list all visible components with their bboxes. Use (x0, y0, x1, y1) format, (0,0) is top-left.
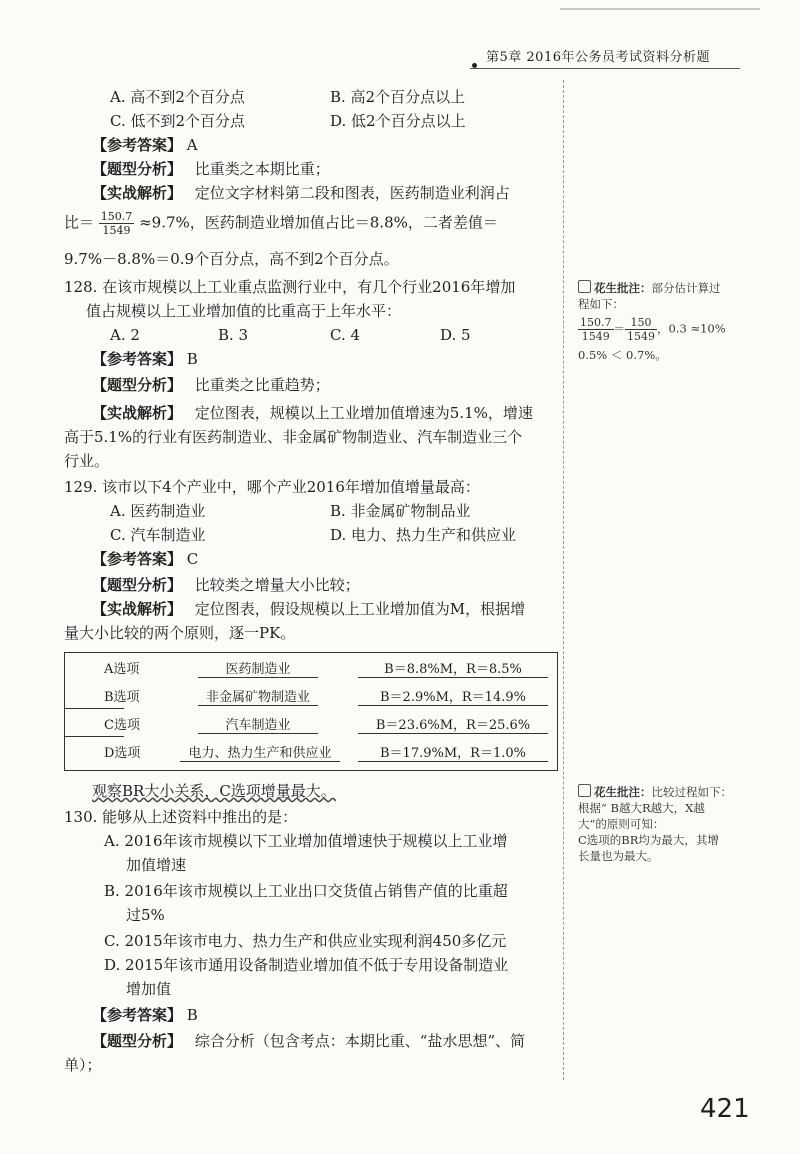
answer-row (92, 348, 198, 370)
table-row-rule (64, 736, 124, 737)
scan-top-edge (560, 8, 760, 10)
table-row-values: B＝2.9%M，R＝14.9% (358, 686, 548, 706)
note-line-4: C选项的BR均为最大，其增 (578, 833, 719, 847)
analysis-row (92, 1030, 525, 1052)
conclusion-text: 观察BR大小关系，C选项增量最大。 (92, 782, 336, 800)
note-line-3: 大”的原则可知： (578, 817, 665, 831)
note-line-4: 0.5% ＜ 0.7%。 (578, 348, 667, 362)
fraction-numerator: 150 (625, 316, 657, 330)
table-conclusion (92, 780, 336, 802)
option-b: B. 非金属矿物制品业 (330, 502, 471, 520)
table-row-label: D选项 (104, 746, 141, 761)
solution-line-3: 9.7%－8.8%＝0.9个百分点，高不到2个百分点。 (64, 250, 399, 268)
analysis-text: 综合分析（包含考点：本期比重、“盐水思想”、简 (194, 1032, 526, 1050)
option-c: C. 4 (330, 326, 361, 344)
note-text: 比较过程如下： (651, 785, 732, 799)
table-row-values: B＝23.6%M，R＝25.6% (358, 714, 548, 734)
option-a: A. 医药制造业 (110, 502, 206, 520)
answer-value: B (186, 1006, 198, 1024)
solution-label: 【实战解析】 (92, 600, 183, 618)
header-rule (470, 68, 740, 69)
option-c: C. 汽车制造业 (110, 526, 206, 544)
formula-suffix: ≈9.7%，医药制造业增加值占比＝8.8%，二者差值＝ (139, 213, 498, 232)
formula-tail: ，0.3 ≈10% (657, 321, 726, 336)
option-b: B. 高2个百分点以上 (330, 88, 466, 106)
question-129-line1: 129. 该市以下4个产业中，哪个产业2016年增加值增量最高： (64, 478, 480, 496)
option-a: A. 高不到2个百分点 (110, 88, 245, 106)
pencil-icon (578, 280, 591, 293)
answer-row (92, 134, 198, 156)
note-line-2: 根据“ B越大R越大，X越 (578, 801, 705, 815)
note-formula (578, 316, 726, 343)
formula-prefix: 比＝ (64, 213, 95, 232)
option-a: A. 2 (110, 326, 140, 344)
table-row-industry: 汽车制造业 (198, 714, 318, 734)
table-row-label: C选项 (104, 718, 140, 733)
solution-formula-row (64, 210, 498, 237)
fraction (625, 316, 657, 343)
option-a-line1: A. 2016年该市规模以下工业增加值增速快于规模以上工业增 (104, 832, 508, 850)
analysis-line-2: 单）； (64, 1056, 102, 1074)
fraction (578, 316, 614, 343)
table-row-rule (64, 708, 124, 709)
option-b-line1: B. 2016年该市规模以上工业出口交货值占销售产值的比重超 (104, 882, 508, 900)
note-text: 部分估计算过 (651, 281, 721, 295)
solution-row (92, 598, 525, 620)
pencil-icon (578, 784, 591, 797)
solution-text: 定位图表，假设规模以上工业增加值为M，根据增 (194, 600, 526, 618)
solution-row (92, 402, 533, 424)
answer-label: 【参考答案】 (92, 1006, 183, 1024)
note-label: 花生批注： (594, 785, 652, 799)
table-row-label: A选项 (104, 662, 140, 677)
solution-label: 【实战解析】 (92, 404, 183, 422)
table-row-industry: 非金属矿物制造业 (198, 686, 318, 706)
solution-text: 定位文字材料第二段和图表，医药制造业利润占 (194, 184, 510, 202)
page-number: 421 (700, 1094, 750, 1124)
answer-label: 【参考答案】 (92, 136, 183, 154)
table-row-industry: 电力、热力生产和供应业 (180, 742, 340, 762)
answer-label: 【参考答案】 (92, 350, 183, 368)
table-right-rule (557, 652, 558, 771)
fraction-numerator: 150.7 (580, 316, 612, 329)
solution-row (92, 182, 510, 204)
fraction (99, 210, 135, 237)
answer-value: A (186, 136, 198, 154)
margin-note (578, 784, 732, 864)
analysis-row (92, 374, 330, 396)
analysis-label: 【题型分析】 (92, 1032, 183, 1050)
answer-row (92, 548, 198, 570)
solution-line-2: 量大小比较的两个原则，逐一PK。 (64, 624, 296, 642)
solution-line-2: 高于5.1%的行业有医药制造业、非金属矿物制造业、汽车制造业三个 (64, 428, 523, 446)
fraction-denominator: 1549 (102, 224, 131, 237)
fraction-numerator: 150.7 (100, 210, 133, 223)
answer-row (92, 1004, 198, 1026)
answer-label: 【参考答案】 (92, 550, 183, 568)
table-top-rule (64, 652, 558, 653)
note-line-1 (578, 784, 732, 800)
analysis-label: 【题型分析】 (92, 160, 183, 178)
analysis-label: 【题型分析】 (92, 376, 183, 394)
answer-value: C (186, 550, 199, 568)
analysis-text: 比较类之增量大小比较； (194, 576, 360, 594)
analysis-label: 【题型分析】 (92, 576, 183, 594)
option-d: D. 电力、热力生产和供应业 (330, 526, 517, 544)
note-line-1 (578, 280, 726, 296)
running-header: 第5章 2016年公务员考试资料分析题 (486, 50, 710, 65)
option-d: D. 5 (440, 326, 471, 344)
analysis-row (92, 574, 360, 596)
option-c: C. 2015年该市电力、热力生产和供应业实现利润450多亿元 (104, 932, 507, 950)
analysis-text: 比重类之比重趋势； (194, 376, 330, 394)
question-128-line1: 128. 在该市规模以上工业重点监测行业中，有几个行业2016年增加 (64, 278, 516, 296)
table-row-values: B＝17.9%M，R＝1.0% (358, 742, 548, 762)
question-128-line2: 值占规模以上工业增加值的比重高于上年水平： (86, 302, 402, 320)
note-label: 花生批注： (594, 281, 652, 295)
answer-value: B (186, 350, 198, 368)
option-c: C. 低不到2个百分点 (110, 112, 246, 130)
table-left-rule (64, 652, 65, 771)
fraction-denominator: 1549 (627, 330, 655, 343)
formula-eq: ＝ (613, 321, 625, 336)
fraction-denominator: 1549 (581, 330, 610, 343)
option-d: D. 低2个百分点以上 (330, 112, 466, 130)
note-line-5: 长量也为最大。 (578, 849, 659, 863)
note-line-2: 程如下： (578, 297, 624, 311)
table-bottom-rule (64, 770, 558, 771)
margin-divider (563, 80, 564, 1080)
option-b-line2: 过5% (126, 906, 165, 924)
solution-text: 定位图表，规模以上工业增加值增速为5.1%，增速 (194, 404, 533, 422)
analysis-text: 比重类之本期比重； (194, 160, 330, 178)
table-row-label: B选项 (104, 690, 140, 705)
option-b: B. 3 (218, 326, 249, 344)
margin-note (578, 280, 726, 363)
solution-label: 【实战解析】 (92, 184, 183, 202)
option-a-line2: 加值增速 (126, 856, 187, 874)
solution-line-3: 行业。 (64, 452, 110, 470)
option-d-line1: D. 2015年该市通用设备制造业增加值不低于专用设备制造业 (104, 956, 509, 974)
question-130-line1: 130. 能够从上述资料中推出的是： (64, 808, 298, 826)
table-row-industry: 医药制造业 (198, 658, 318, 678)
analysis-row (92, 158, 330, 180)
table-row-values: B＝8.8%M，R＝8.5% (358, 658, 548, 678)
option-d-line2: 增加值 (126, 980, 172, 998)
